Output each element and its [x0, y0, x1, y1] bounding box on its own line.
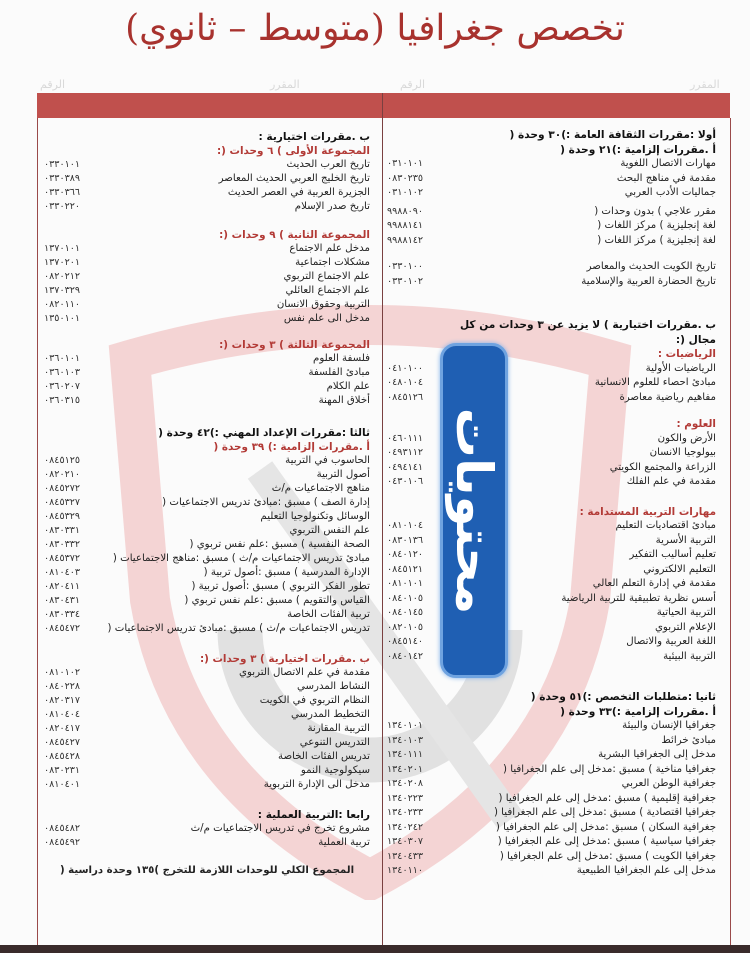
course-code: ٠٨٤٠١٤٢ [387, 650, 424, 662]
course-code: ٠٨٢٠٢١٠ [44, 469, 81, 480]
course-row [38, 594, 382, 608]
course-code: ٠٣١٠١٠٢ [387, 187, 424, 198]
course-name: الإدارة المدرسية ) مسبق :أصول تربية ( [203, 567, 370, 578]
course-name: فلسفة العلوم [313, 353, 370, 364]
course-name: مقدمة في إدارة التعلم العالي [592, 578, 716, 589]
course-name: مدخل علم الاجتماع [289, 243, 370, 254]
subsection-heading [383, 347, 730, 362]
course-name: التربية المقارنة [307, 723, 370, 734]
course-row [383, 563, 730, 578]
course-name: مقدمة في علم الاتصال التربوي [239, 667, 370, 678]
course-row [38, 708, 382, 722]
course-row [38, 312, 382, 326]
course-name: جغرافية إقليمية ) مسبق :مدخل إلى علم الجغرافيا ( [498, 792, 716, 804]
heading-text: ثالثا :مقررات الإعداد المهني :)٤٢ وحدة ( [158, 427, 370, 439]
course-row [383, 519, 730, 534]
course-row [38, 394, 382, 408]
course-row [38, 200, 382, 214]
course-row [38, 764, 382, 778]
course-row [383, 606, 730, 621]
course-name: التربية الحياتية [656, 607, 716, 618]
heading-text: أ .مقررات إلزامية :)٢١ وحدة ( [560, 143, 716, 156]
course-name: مبادئ تدريس الاجتماعيات م/ث ) مسبق :مناهج الاجتماعيات ( [112, 553, 370, 564]
course-code: ١٣٤٠٢٠١ [387, 763, 424, 775]
course-code: ٠٨٤٥١٢١ [387, 563, 424, 575]
faded-header-labels [0, 78, 750, 94]
course-code: ٠٨٢٠١٠٥ [387, 621, 424, 633]
course-name: تطور الفكر التربوي ) مسبق :أصول تربية ( [191, 581, 370, 592]
course-code: ١٣٤٠٣٠٧ [387, 836, 424, 847]
heading-text: المجموعة الثالثة ) ٣ وحدات (: [219, 339, 370, 351]
course-code: ٠٨٤٥٤٨٢ [44, 823, 81, 834]
course-row [38, 256, 382, 270]
course-code: ٠٨٤٥١٢٦ [387, 391, 424, 403]
course-row [38, 352, 382, 366]
course-code: ٠٨٤٠١٤٥ [387, 607, 424, 618]
course-name: تربية العملية [318, 837, 370, 848]
header-course-label-left: المقرر [270, 78, 300, 91]
course-code: ٠٨٤٥٤٧٢ [44, 623, 81, 634]
course-code: ٠٣١٠١٠١ [387, 158, 424, 169]
course-name: مقدمة في مناهج البحث [616, 172, 716, 184]
course-name: لغة إنجليزية ) مركز اللغات ( [597, 234, 716, 246]
course-row [383, 548, 730, 563]
course-code: ١٣٤٠١١٠ [387, 865, 424, 876]
course-name: لغة إنجليزية ) مركز اللغات ( [597, 220, 716, 231]
course-block [383, 690, 730, 879]
heading-text: الرياضيات : [657, 348, 716, 360]
course-row [383, 763, 730, 778]
course-code: ٠٨١٠١٠٢ [44, 667, 81, 678]
course-name: علم الكلام [326, 381, 370, 392]
course-block [383, 417, 730, 490]
section-heading [383, 128, 730, 143]
course-name: مهارات الاتصال اللغوية [620, 158, 716, 169]
course-code: ٠٨٢٠١١٠ [44, 299, 81, 310]
course-row [38, 454, 382, 468]
heading-text: أولا :مقررات الثقافة العامة :)٣٠ وحدة ( [509, 129, 716, 141]
course-code: ٠٨٣٠٣٣٤ [44, 609, 81, 620]
course-name: مدخل الى الإدارة التربوية [263, 779, 370, 790]
course-name: القياس والتقويم ) مسبق :علم نفس تربوي ( [184, 595, 370, 606]
course-row [383, 635, 730, 650]
course-block [38, 864, 382, 878]
section-heading [383, 143, 730, 158]
course-row [383, 806, 730, 821]
course-name: التدريس التنوعي [299, 737, 370, 748]
section-heading [38, 426, 382, 440]
course-name: تعليم أساليب التفكير [629, 549, 716, 560]
course-name: جغرافيا الإنسان والبيئة [622, 720, 716, 731]
course-row [383, 864, 730, 879]
course-name: جغرافية السكان ) مسبق :مدخل إلى علم الجغرافيا ( [495, 821, 716, 833]
course-row [383, 205, 730, 220]
course-code: ١٣٧٠٢٠١ [44, 257, 81, 268]
course-row [38, 622, 382, 636]
heading-text: العلوم : [676, 418, 716, 430]
course-name: التربية وحقوق الانسان [276, 299, 370, 310]
course-name: مدخل إلى الجغرافيا البشرية [598, 749, 716, 760]
course-code: ٠٨١٠٤٠٤ [44, 709, 81, 720]
course-code: ٠٨٤٥٤٩٢ [44, 837, 81, 848]
course-block [38, 228, 382, 326]
course-row [383, 234, 730, 249]
subsection-heading [383, 417, 730, 432]
left-column [38, 130, 382, 878]
course-row [383, 461, 730, 476]
section-heading [383, 318, 730, 347]
section-heading [383, 705, 730, 720]
course-name: علم النفس التربوي [289, 525, 370, 536]
course-row [38, 284, 382, 298]
course-code: ٠٨٢٠٣١٧ [44, 695, 81, 706]
logo-watermark-text: محتويات [445, 407, 503, 614]
course-name: تاريخ الكويت الحديث والمعاصر [586, 261, 716, 272]
course-code: ١٣٤٠١٠١ [387, 720, 424, 731]
course-row [383, 577, 730, 592]
course-code: ١٣٤٠٢٤٢ [387, 821, 424, 833]
course-row [38, 722, 382, 736]
course-name: جغرافيا اقتصادية ) مسبق :مدخل إلى علم الجغرافيا ( [493, 807, 716, 818]
total-units-text [38, 864, 382, 878]
course-code: ٠٨٢٠٤١١ [44, 581, 81, 592]
course-row [383, 157, 730, 172]
course-code: ٠٣٣٠١٠٠ [387, 261, 424, 272]
course-row [38, 380, 382, 394]
heading-text: ب .مقررات اختيارية ) لا يزيد عن ٣ وحدات من كل مجال (: [459, 319, 716, 346]
course-row [383, 748, 730, 763]
course-code: ٠٨٢٠٢١٢ [44, 271, 81, 282]
course-name: التربية البيئية [663, 650, 716, 662]
course-row [38, 552, 382, 566]
course-code: ٠٨٤٥٢٧٢ [44, 483, 81, 494]
course-name: تدريس الاجتماعيات م/ث ) مسبق :مبادئ تدريس الاجتماعيات ( [107, 623, 370, 634]
course-code: ٠٨٣٠١٣٦ [387, 534, 424, 546]
course-name: جغرافية الوطن العربي [621, 778, 716, 789]
course-code: ٠٨٣٠٣٣٢ [44, 539, 81, 550]
course-name: جغرافيا الكويت ) مسبق :مدخل إلى علم الجغرافيا ( [499, 850, 716, 862]
heading-text: أ .مقررات إلزامية :) ٣٩ وحدة ( [213, 441, 370, 453]
course-name: الوسائل وتكنولوجيا التعليم [260, 511, 370, 522]
course-block [38, 130, 382, 214]
course-row [383, 186, 730, 201]
course-name: التربية الأسرية [655, 534, 716, 546]
course-code: ١٣٥٠١٠١ [44, 313, 81, 324]
heading-text: المجموع الكلي للوحدات اللازمة للتخرج )١٣٥ وحدة دراسية ( [59, 865, 355, 876]
course-code: ٠٨٤٥٣٧٢ [44, 553, 81, 564]
course-name: سيكولوجية النمو [300, 765, 370, 776]
bottom-bar [0, 945, 750, 953]
heading-text: ثانيا :متطلبات التخصص :)٥١ وحدة ( [530, 691, 716, 703]
course-name: الحاسوب في التربية [285, 455, 370, 466]
course-row [383, 592, 730, 607]
subsection-heading [38, 440, 382, 454]
course-code: ١٣٤٠١١١ [387, 749, 424, 760]
course-name: أخلاق المهنة [318, 395, 370, 406]
header-code-label-left: الرقم [40, 78, 66, 91]
course-row [38, 580, 382, 594]
course-name: الصحة النفسية ) مسبق :علم نفس تربوي ( [189, 539, 370, 550]
course-block [38, 652, 382, 792]
course-row [383, 376, 730, 391]
course-row [38, 750, 382, 764]
subsection-heading [38, 144, 382, 158]
right-column [383, 128, 730, 879]
heading-text: مهارات التربية المستدامة : [579, 505, 716, 518]
course-code: ١٣٧٠٣٢٩ [44, 285, 81, 296]
course-code: ٠٨١٠٤٠٣ [44, 567, 81, 578]
course-code: ٠٣٣٠١٠١ [44, 159, 81, 170]
course-row [383, 650, 730, 665]
course-row [383, 362, 730, 377]
course-code: ٠٨٤٥٤٢٨ [44, 751, 81, 762]
subsection-heading [38, 228, 382, 242]
course-name: مناهج الاجتماعيات م/ث [271, 483, 370, 494]
course-block [38, 426, 382, 636]
course-name: التعليم الالكتروني [643, 563, 716, 575]
course-row [38, 468, 382, 482]
course-name: أصول التربية [316, 469, 370, 480]
course-name: مفاهيم رياضية معاصرة [619, 391, 716, 403]
course-name: الرياضيات الأولية [645, 362, 716, 374]
course-row [38, 778, 382, 792]
course-code: ١٣٤٠٢٣٣ [387, 807, 424, 818]
heading-text: ب .مقررات اختيارية : [258, 131, 370, 143]
section-heading [38, 130, 382, 144]
course-name: تاريخ الحضارة العربية والإسلامية [581, 275, 716, 287]
course-code: ٠٣٦٠١٠٣ [44, 367, 81, 378]
page-title: تخصص جغرافيا (متوسط – ثانوي) [125, 8, 625, 49]
heading-text: رابعا :التربية العملية : [257, 809, 370, 821]
course-code: ٠٣٣٠١٠٢ [387, 275, 424, 287]
course-block [383, 260, 730, 289]
header-course-label-right: المقرر [690, 78, 720, 91]
course-name: الإعلام التربوي [654, 621, 716, 633]
course-code: ٠٨١٠٤٠١ [44, 779, 81, 790]
course-name: الجزيرة العربية في العصر الحديث [227, 187, 370, 198]
course-row [38, 496, 382, 510]
course-row [38, 524, 382, 538]
course-row [38, 680, 382, 694]
course-name: مبادئ اقتصاديات التعليم [615, 520, 716, 531]
heading-text: أ .مقررات إلزامية :)٣٣ وحدة ( [560, 705, 716, 718]
course-row [38, 158, 382, 172]
course-row [38, 366, 382, 380]
course-block [38, 338, 382, 408]
course-row [383, 446, 730, 461]
course-name: مبادئ احصاء للعلوم الانسانية [594, 377, 716, 388]
heading-text: المجموعة الثانية ) ٩ وحدات (: [219, 229, 370, 241]
course-code: ٠٨٣٠٤٣١ [44, 595, 81, 606]
course-row [38, 608, 382, 622]
course-code: ٠٨٣٠٢٣٥ [387, 172, 424, 184]
course-code: ٩٩٨٨١٤١ [387, 220, 424, 231]
course-row [38, 298, 382, 312]
heading-text: المجموعة الأولى ) ٦ وحدات (: [216, 145, 370, 157]
course-name: تدريس الفئات الخاصة [278, 751, 370, 762]
course-code: ٠٣٦٠٢٠٧ [44, 381, 81, 392]
course-name: تربية الفئات الخاصة [287, 609, 370, 620]
course-code: ٠٨٤٠١٢٠ [387, 549, 424, 560]
course-code: ١٣٤٠١٠٣ [387, 734, 424, 746]
course-name: مدخل إلى علم الجغرافيا الطبيعية [576, 865, 716, 876]
course-code: ٠٤٩٤١٤١ [387, 461, 424, 473]
course-code: ٠٤٨٠١٠٤ [387, 377, 424, 388]
course-code: ١٣٤٠٢٠٨ [387, 778, 424, 789]
course-row [38, 242, 382, 256]
course-row [38, 836, 382, 850]
course-name: النظام التربوي في الكويت [259, 695, 370, 706]
course-block [38, 808, 382, 850]
course-name: علم الاجتماع التربوي [283, 271, 370, 282]
subsection-heading [38, 652, 382, 666]
course-row [383, 777, 730, 792]
course-name: جغرافيا سياسية ) مسبق :مدخل إلى علم الجغرافيا ( [497, 836, 716, 847]
course-row [383, 260, 730, 275]
course-code: ٠٤٣٠١٠٦ [387, 476, 424, 487]
course-name: علم الاجتماع العائلي [285, 285, 370, 296]
course-name: الأرض والكون [657, 432, 716, 444]
course-name: تاريخ العرب الحديث [286, 159, 370, 170]
course-row [38, 736, 382, 750]
course-code: ٠٤٩٣١١٢ [387, 447, 424, 458]
course-row [38, 482, 382, 496]
course-name: مشكلات اجتماعية [295, 257, 370, 268]
course-code: ٩٩٨٨٠٩٠ [387, 205, 424, 217]
course-name: بيولوجيا الانسان [649, 447, 716, 458]
subsection-heading [383, 505, 730, 520]
course-code: ١٣٧٠١٠١ [44, 243, 81, 254]
course-name: إدارة الصف ) مسبق :مبادئ تدريس الاجتماعيات ( [162, 497, 370, 508]
course-name: مقرر علاجي ) بدون وحدات ( [594, 205, 716, 217]
course-code: ٠٣٣٠٣٨٩ [44, 173, 81, 184]
course-name: مقدمة في علم الفلك [626, 476, 716, 487]
course-code: ٠٨٤٠١٠٥ [387, 592, 424, 604]
course-name: مبادئ خرائط [661, 734, 716, 746]
course-code: ٠٨٤٥٤٢٧ [44, 737, 81, 748]
course-code: ٠٨٤٠٢٢٨ [44, 681, 81, 692]
subsection-heading [38, 338, 382, 352]
course-row [383, 475, 730, 490]
course-row [38, 510, 382, 524]
course-code: ٠٨٤٥٣٢٩ [44, 511, 81, 522]
section-heading [383, 690, 730, 705]
course-row [383, 835, 730, 850]
course-name: تاريخ صدر الإسلام [294, 201, 370, 212]
course-code: ٠٨٢٠٤١٧ [44, 723, 81, 734]
course-name: الزراعة والمجتمع الكويتي [609, 461, 716, 473]
course-row [383, 621, 730, 636]
course-block [383, 318, 730, 405]
course-row [383, 821, 730, 836]
course-block [383, 128, 730, 201]
course-row [383, 734, 730, 749]
course-row [38, 666, 382, 680]
course-code: ٠٨٣٠٣٣١ [44, 525, 81, 536]
course-block [383, 505, 730, 665]
course-code: ٠٤٦٠١١١ [387, 432, 424, 444]
course-name: النشاط المدرسي [297, 681, 370, 692]
course-row [383, 534, 730, 549]
course-code: ١٣٤٠٢٢٣ [387, 792, 424, 804]
course-row [383, 432, 730, 447]
course-code: ١٣٤٠٤٣٣ [387, 850, 424, 862]
course-row [383, 391, 730, 406]
course-name: اللغة العربية والاتصال [626, 636, 716, 647]
course-row [383, 172, 730, 187]
course-row [38, 694, 382, 708]
course-name: مشروع تخرج في تدريس الاجتماعيات م/ث [190, 823, 370, 834]
course-name: تاريخ الخليج العربي الحديث المعاصر [218, 173, 370, 184]
course-code: ٠٨٤٥١٤٠ [387, 636, 424, 647]
course-code: ٠٨٤٥٣٢٧ [44, 497, 81, 508]
course-code: ٠٨١٠١٠١ [387, 578, 424, 589]
course-row [383, 219, 730, 234]
course-row [383, 719, 730, 734]
course-code: ٠٣٦٠٣١٥ [44, 395, 81, 406]
course-row [38, 186, 382, 200]
course-row [383, 850, 730, 865]
course-name: جماليات الأدب العربي [624, 187, 716, 198]
course-row [38, 538, 382, 552]
course-code: ٠٨٤٥١٢٥ [44, 455, 81, 466]
header-code-label-right: الرقم [400, 78, 426, 91]
course-row [38, 822, 382, 836]
heading-text: ب .مقررات اختيارية ) ٣ وحدات (: [199, 653, 370, 665]
course-name: جغرافيا مناخية ) مسبق :مدخل إلى علم الجغرافيا ( [503, 763, 716, 775]
course-code: ٠٣٣٠٣٦٦ [44, 187, 81, 198]
table-header-bar [37, 93, 730, 118]
course-name: مبادئ الفلسفة [308, 367, 370, 378]
course-name: التخطيط المدرسي [290, 709, 370, 720]
course-code: ٠٣٣٠٢٢٠ [44, 201, 81, 212]
course-name: مدخل الى علم نفس [283, 313, 370, 324]
course-row [38, 566, 382, 580]
course-row [38, 270, 382, 284]
course-name: أسس نظرية تطبيقية للتربية الرياضية [561, 592, 716, 604]
course-code: ٠٨١٠١٠٤ [387, 520, 424, 531]
course-block [383, 205, 730, 249]
course-code: ٠٤١٠١٠٠ [387, 362, 424, 374]
course-code: ٩٩٨٨١٤٢ [387, 234, 424, 246]
course-row [38, 172, 382, 186]
section-heading [38, 808, 382, 822]
course-code: ٠٣٦٠١٠١ [44, 353, 81, 364]
course-row [383, 275, 730, 290]
course-code: ٠٨٣٠٢٣١ [44, 765, 81, 776]
course-row [383, 792, 730, 807]
